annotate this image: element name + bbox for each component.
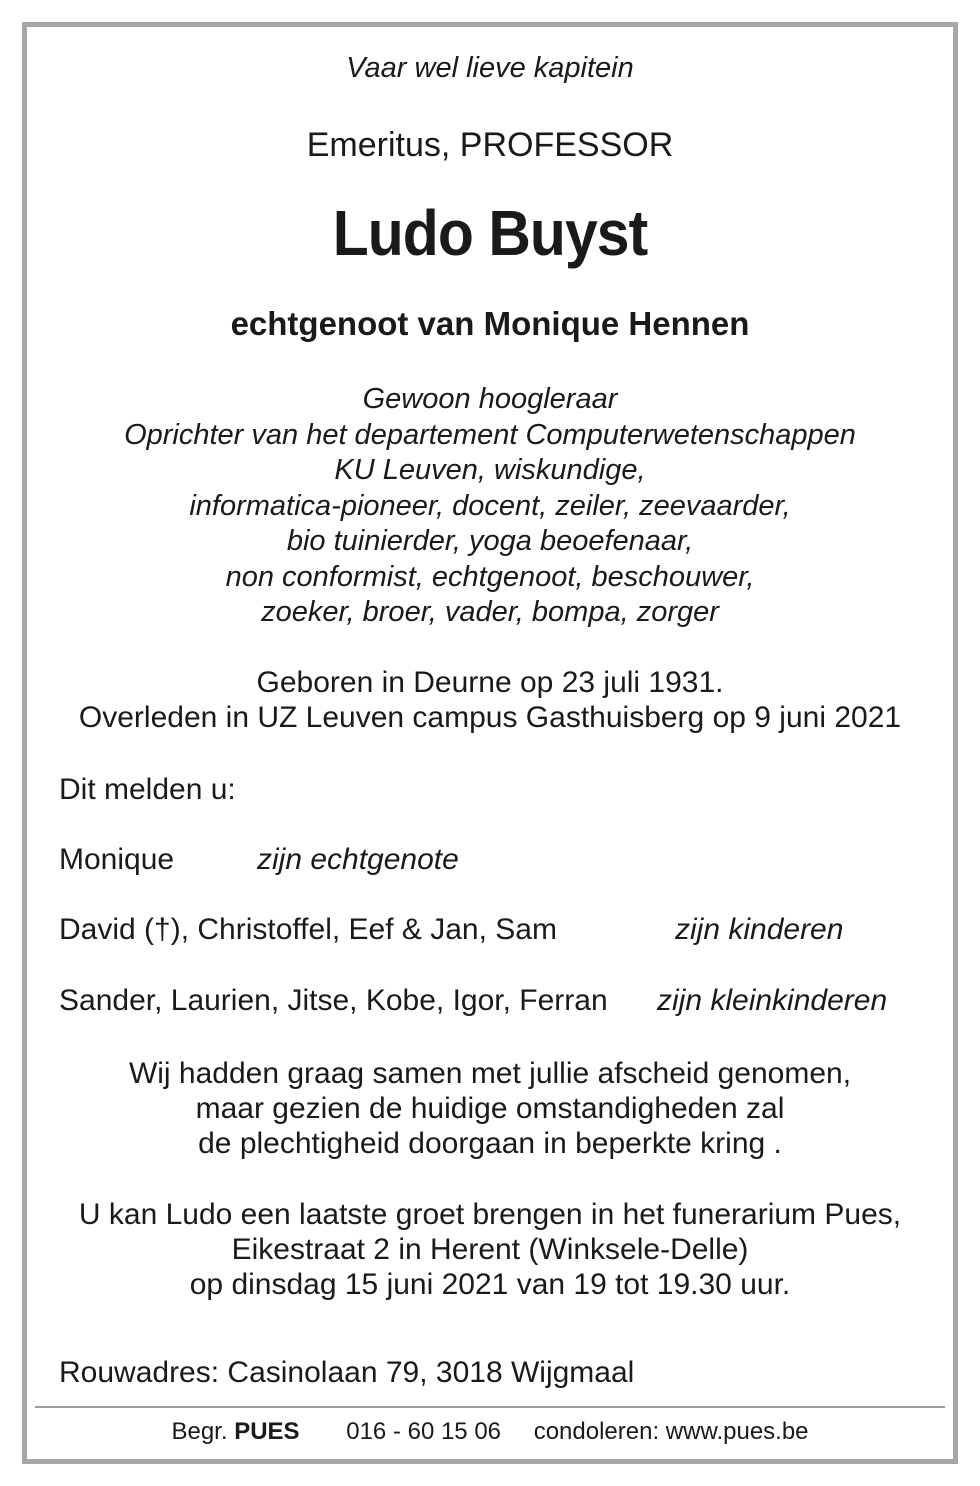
family-names: David (†), Christoffel, Eef & Jan, Sam	[59, 913, 557, 946]
mourning-address: Rouwadres: Casinolaan 79, 3018 Wijgmaal	[59, 1356, 635, 1389]
undertaker	[171, 1418, 299, 1446]
life-dates	[0, 665, 980, 735]
footer	[0, 1418, 980, 1446]
honorific-title: Emeritus, PROFESSOR	[306, 126, 674, 164]
deceased-name: Ludo Buyst	[332, 197, 648, 269]
description-line: non conformist, echtgenoot, beschouwer,	[225, 560, 755, 593]
family-names: Sander, Laurien, Jitse, Kobe, Igor, Ferran	[59, 984, 608, 1017]
visit-line: Eikestraat 2 in Herent (Winksele-Delle)	[231, 1233, 749, 1266]
message-line: de plechtigheid doorgaan in beperkte kring .	[198, 1127, 782, 1160]
undertaker-prefix: Begr.	[171, 1418, 228, 1445]
description-line: bio tuinierder, yoga beoefenaar,	[286, 525, 694, 557]
family-relation: zijn kleinkinderen	[657, 984, 888, 1017]
description	[0, 382, 980, 631]
message-line: Wij hadden graag samen met jullie afscheid genomen,	[128, 1057, 852, 1090]
description-line: KU Leuven, wiskundige,	[334, 454, 646, 486]
footer-divider	[35, 1406, 945, 1408]
motto: Vaar wel lieve kapitein	[346, 52, 634, 84]
description-line: zoeker, broer, vader, bompa, zorger	[261, 596, 719, 628]
visitation-info	[0, 1197, 980, 1302]
family-relation: zijn kinderen	[675, 913, 844, 946]
undertaker-name: PUES	[234, 1418, 300, 1445]
family-relation: zijn echtgenote	[257, 843, 459, 876]
announcers-intro: Dit melden u:	[59, 773, 236, 806]
family-names: Monique	[59, 843, 175, 876]
description-line: Oprichter van het departement Computerwetenschappen	[124, 418, 856, 451]
spouse-line: echtgenoot van Monique Hennen	[230, 305, 750, 342]
visit-line: op dinsdag 15 juni 2021 van 19 tot 19.30 uur.	[189, 1268, 791, 1301]
condolences-link[interactable]: condoleren: www.pues.be	[533, 1418, 809, 1445]
description-line: informatica-pioneer, docent, zeiler, zeevaarder,	[189, 489, 791, 522]
death-line: Overleden in UZ Leuven campus Gasthuisberg op 9 juni 2021	[78, 701, 902, 734]
farewell-message	[0, 1056, 980, 1161]
birth-line: Geboren in Deurne op 23 juli 1931.	[256, 666, 724, 699]
description-line: Gewoon hoogleraar	[362, 383, 618, 415]
visit-line: U kan Ludo een laatste groet brengen in het funerarium Pues,	[78, 1198, 902, 1231]
message-line: maar gezien de huidige omstandigheden zal	[195, 1092, 785, 1125]
undertaker-phone: 016 - 60 15 06	[346, 1418, 502, 1445]
